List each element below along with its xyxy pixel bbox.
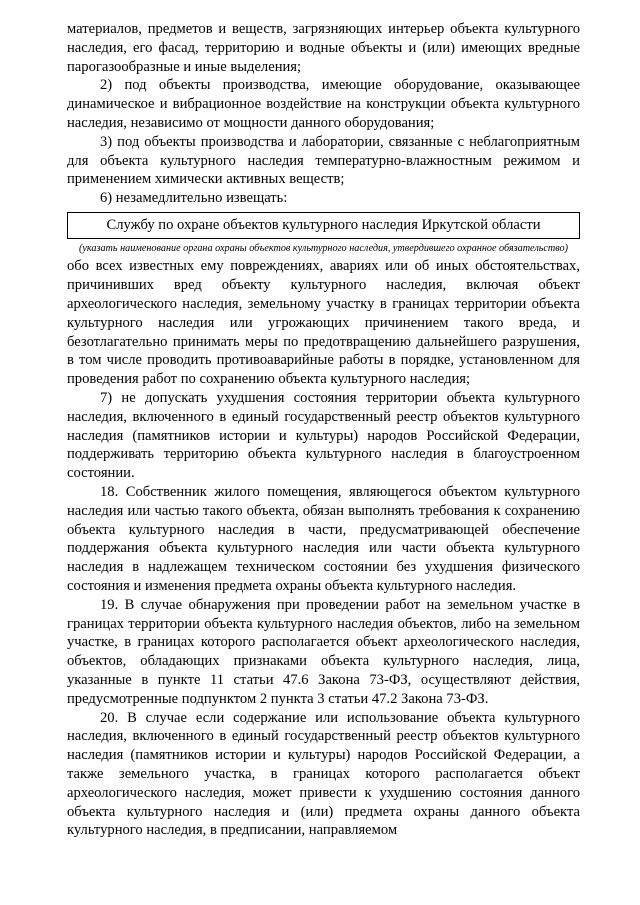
authority-caption: (указать наименование органа охраны объектов культурного наследия, утвердившего охранное обязательство) [78, 242, 569, 254]
paragraph-item-3: 3) под объекты производства и лаборатории, связанные с неблагоприятным для объекта культурного наследия температурно-влажностным режимом и применением химически активных веществ; [67, 133, 580, 188]
paragraph-notification-details: обо всех известных ему повреждениях, авариях или об иных обстоятельствах, причинивших вред объекту культурного наследия, включая объект археологического наследия, земельному участку в границах территории объекта культурного наследия или угрожающих причинением такого вреда, и безотлагательно принимать меры по предотвращению дальнейшего разрушения, в том числе проводить противоаварийные работы в порядке, установленном для проведения работ по сохранению объекта культурного наследия; [67, 258, 580, 388]
paragraph-19: 19. В случае обнаружения при проведении работ на земельном участке в границах территории объекта культурного наследия объектов, либо на земельном участке, в границах которого располагается объект археологического наследия, объектов, обладающих признаками объекта культурного наследия, лица, указанные в пункте 11 статьи 47.6 Закона 73-ФЗ, осуществляют действия, предусмотренные подпунктом 2 пункта 3 статьи 47.2 Закона 73-ФЗ. [67, 596, 580, 707]
authority-name-box [67, 212, 580, 239]
authority-name-text: Службу по охране объектов культурного наследия Иркутской области [106, 217, 541, 234]
paragraph-20: 20. В случае если содержание или использование объекта культурного наследия, включенного в единый государственный реестр объектов культурного наследия (памятников истории и культуры) народов Российской Федерации, а также земельного участка, в границах которого располагается объект археологического наследия, может привести к ухудшению состояния данного объекта культурного наследия и (или) предмета охраны данного объекта культурного наследия, в предписании, направляемом [67, 709, 580, 839]
paragraph-item-2: 2) под объекты производства, имеющие оборудование, оказывающее динамическое и вибрационное воздействие на конструкции объекта культурного наследия, независимо от мощности данного оборудования; [67, 77, 580, 131]
paragraph-18: 18. Собственник жилого помещения, являющегося объектом культурного наследия или частью такого объекта, обязан выполнять требования к сохранению объекта культурного наследия в части, предусматривающей обеспечение поддержания объекта культурного наследия или части объекта культурного наследия в надлежащем техническом состоянии без ухудшения физического состояния и изменения предмета охраны объекта культурного наследия. [67, 484, 580, 595]
paragraph-item-7: 7) не допускать ухудшения состояния территории объекта культурного наследия, включенного в единый государственный реестр объектов культурного наследия (памятников истории и культуры) народов Российской Федерации, поддерживать территорию объекта культурного наследия в благоустроенном состоянии. [67, 390, 580, 482]
paragraph-continuation: материалов, предметов и веществ, загрязняющих интерьер объекта культурного наследия, его фасад, территорию и водные объекты и (или) имеющих вредные парогазообразные и иные выделения; [67, 21, 580, 75]
paragraph-item-6: 6) незамедлительно извещать: [100, 190, 288, 207]
